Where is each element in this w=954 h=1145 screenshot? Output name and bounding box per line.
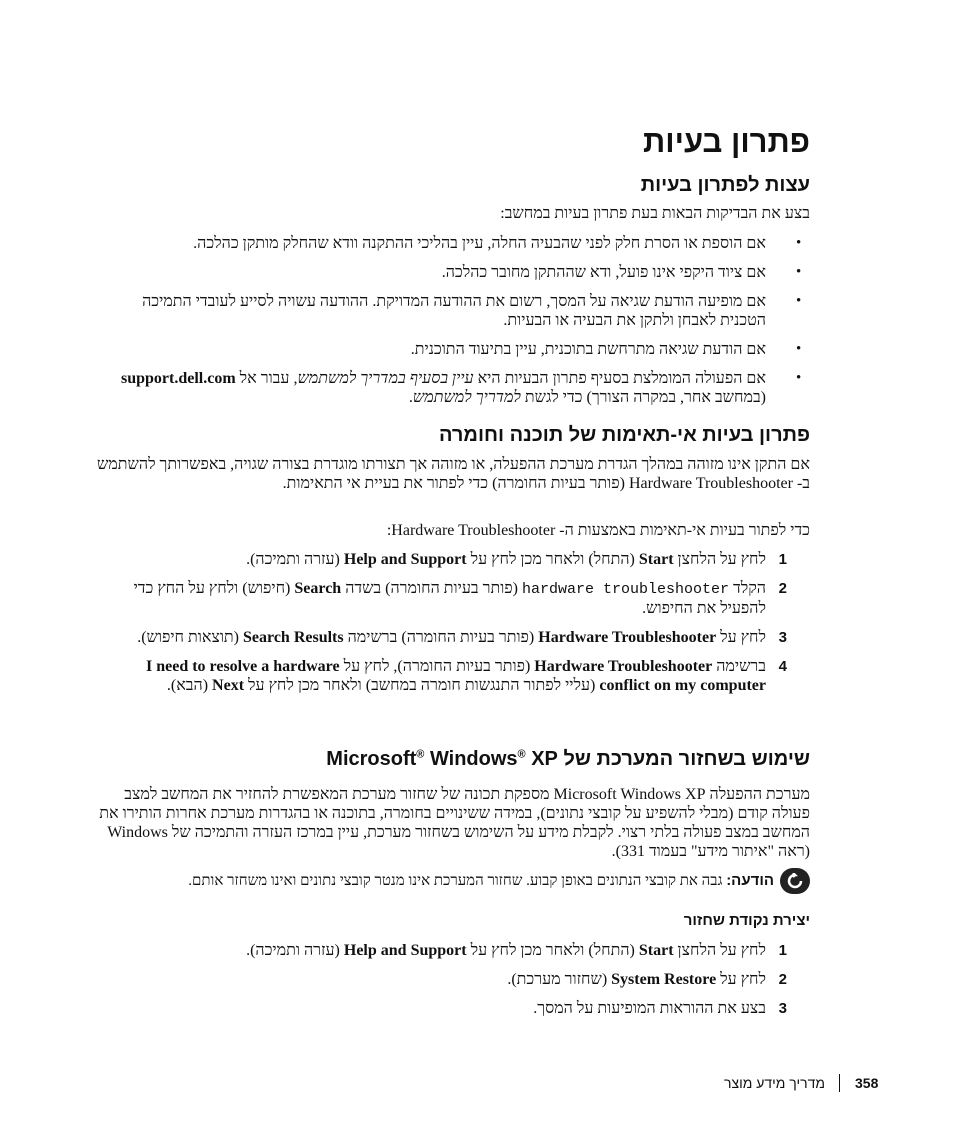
restore-para: מערכת ההפעלה Microsoft Windows XP מספקת תכונה של שחזור מערכת המאפשרת להחזיר את המחשב למצב פעולה קודם (מבלי להשפיע על קובצי נתונים), במידה ששינויים בחומרה, בתוכנה או בהגדרות מערכת אחרות הותירו את המחשב במצב פעולה בלתי רצוי. לקבלת מידע על השימוש בשחזור מערכת, עיין במרכז העזרה והתמיכה של Windows (ראה "איתור מידע" בעמוד 331). <box>99 786 810 860</box>
note-label: הודעה: <box>726 872 774 889</box>
create-point-steps <box>95 941 810 1028</box>
restore-heading: שימוש בשחזור המערכת של Microsoft® Windows® XP <box>326 748 810 770</box>
list-item: 2 הקלד hardware troubleshooter (פותר בעיות החומרה) בשדה Search (חיפוש) ולחץ על החץ כדי להפעיל את החיפוש. <box>133 580 787 617</box>
list-item: • אם הפעולה המומלצת בסעיף פתרון הבעיות היא עיין בסעיף במדריך למשתמש, עבור אל support.dell.com (במחשב אחר, במקרה הצורך) כדי לגשת למדריך למשתמש. <box>95 369 810 407</box>
list-item: • אם הוספת או הסרת חלק לפני שהבעיה החלה, עיין בהליכי ההתקנה וודא שהחלק מותקן כהלכה. <box>95 234 810 253</box>
list-item: • אם מופיעה הודעת שגיאה על המסך, רשום את ההודעה המדויקת. ההודעה עשויה לסייע לעובדי התמיכה הטכנית לאבחן ולתקן את הבעיה או הבעיות. <box>95 292 810 330</box>
create-point-heading: יצירת נקודת שחזור <box>683 912 810 929</box>
incompat-intro: כדי לפתור בעיות אי-תאימות באמצעות ה- Hardware Troubleshooter: <box>386 522 810 539</box>
footer-title: מדריך מידע מוצר <box>724 1075 825 1091</box>
step-number: 4 <box>778 658 787 675</box>
step-number: 2 <box>778 580 787 597</box>
step-number: 1 <box>778 942 787 959</box>
step-number: 3 <box>778 1000 787 1017</box>
page-number: 358 <box>855 1075 879 1091</box>
list-item: 4 ברשימה Hardware Troubleshooter (פותר בעיות החומרה), לחץ על I need to resolve a hardware conflict on my computer (עליי לפתור התנגשות חומרה במחשב) ולאחר מכן לחץ על Next (הבא). <box>145 658 787 694</box>
list-item: • אם ציוד היקפי אינו פועל, ודא שההתקן מחובר כהלכה. <box>95 263 810 282</box>
footer-divider <box>839 1074 840 1092</box>
list-item: 1 לחץ על הלחצן Start (התחל) ולאחר מכן לחץ על Help and Support (עזרה ותמיכה). <box>246 551 787 568</box>
step-number: 1 <box>778 551 787 568</box>
step-number: 3 <box>778 629 787 646</box>
page-title: פתרון בעיות <box>643 124 810 159</box>
list-item: • אם הודעת שגיאה מתרחשת בתוכנית, עיין בתיעוד התוכנית. <box>95 340 810 359</box>
note <box>95 868 810 894</box>
incompat-heading: פתרון בעיות אי-תאימות של תוכנה וחומרה <box>438 424 810 446</box>
step-number: 2 <box>778 971 787 988</box>
list-item: 3 בצע את ההוראות המופיעות על המסך. <box>533 1000 787 1017</box>
note-icon <box>780 868 810 894</box>
tips-intro: בצע את הבדיקות הבאות בעת פתרון בעיות במחשב: <box>500 205 810 222</box>
list-item: 1 לחץ על הלחצן Start (התחל) ולאחר מכן לחץ על Help and Support (עזרה ותמיכה). <box>246 942 787 959</box>
incompat-steps <box>95 550 810 705</box>
list-item: 2 לחץ על System Restore (שחזור מערכת). <box>507 971 787 988</box>
incompat-para: אם התקן אינו מזוהה במהלך הגדרת מערכת ההפעלה, או מזוהה אך תצורתו מוגדרת בצורה שגויה, באפשרותך להשתמש ב- Hardware Troubleshooter (פותר בעיות החומרה) כדי לפתור את בעיית אי התאימות. <box>96 456 810 492</box>
note-text: גבה את קובצי הנתונים באופן קבוע. שחזור המערכת אינו מנטר קובצי נתונים ואינו משחזר אותם. <box>188 873 727 889</box>
tips-heading: עצות לפתרון בעיות <box>640 174 810 196</box>
list-item: 3 לחץ על Hardware Troubleshooter (פותר בעיות החומרה) ברשימה Search Results (תוצאות חיפוש). <box>137 629 787 646</box>
tips-list <box>95 234 810 417</box>
